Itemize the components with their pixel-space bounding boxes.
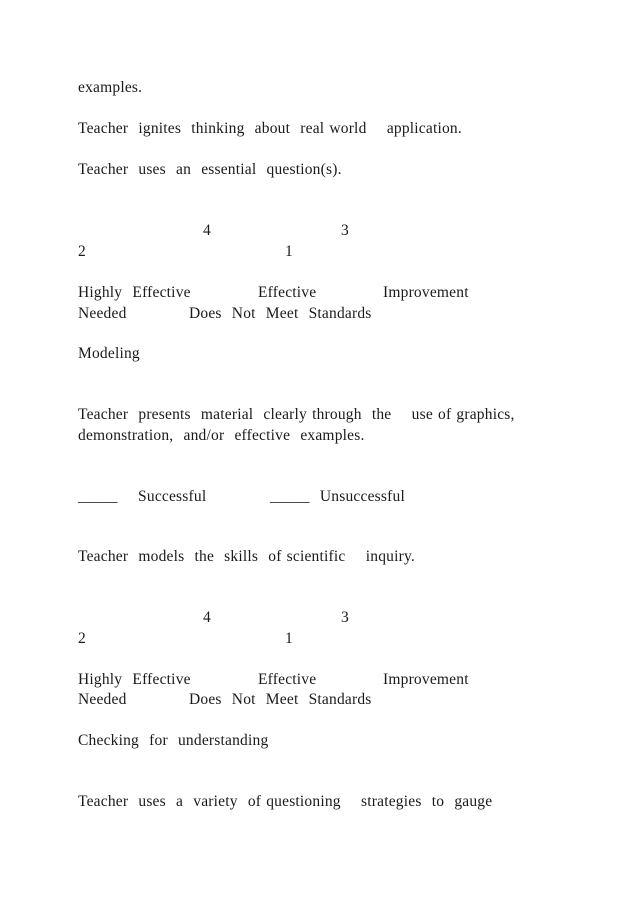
score-label: 3	[341, 609, 349, 626]
rating-label: Highly Effective	[78, 671, 191, 688]
score-label: 3	[341, 222, 349, 239]
section-heading: Checking for understanding	[78, 732, 269, 749]
text-line: Teacher models the skills of scientific inquiry.	[78, 548, 415, 565]
score-label: 2	[78, 243, 86, 260]
text-line: Teacher uses a variety of questioning strategies to gauge	[78, 793, 493, 810]
rating-label: Does Not Meet Standards	[189, 305, 372, 322]
text-line: demonstration, and/or effective examples.	[78, 427, 365, 444]
score-label: 1	[285, 243, 293, 260]
rating-label: Does Not Meet Standards	[189, 691, 372, 708]
score-label: 4	[203, 222, 211, 239]
text-line: Teacher presents material clearly through the use of graphics,	[78, 406, 515, 423]
rating-label: Needed	[78, 691, 127, 708]
score-label: 4	[203, 609, 211, 626]
rating-option: _____ Unsuccessful	[270, 488, 405, 505]
rating-option: _____ Successful	[78, 488, 207, 505]
rating-label: Effective	[258, 284, 317, 301]
text-line: Teacher uses an essential question(s).	[78, 161, 342, 178]
score-label: 2	[78, 630, 86, 647]
rating-label: Effective	[258, 671, 317, 688]
score-label: 1	[285, 630, 293, 647]
section-heading: Modeling	[78, 345, 140, 362]
text-line: examples.	[78, 79, 143, 96]
rating-label: Improvement	[383, 671, 469, 688]
rating-label: Highly Effective	[78, 284, 191, 301]
text-line: Teacher ignites thinking about real world application.	[78, 120, 462, 137]
rating-label: Needed	[78, 305, 127, 322]
rating-label: Improvement	[383, 284, 469, 301]
